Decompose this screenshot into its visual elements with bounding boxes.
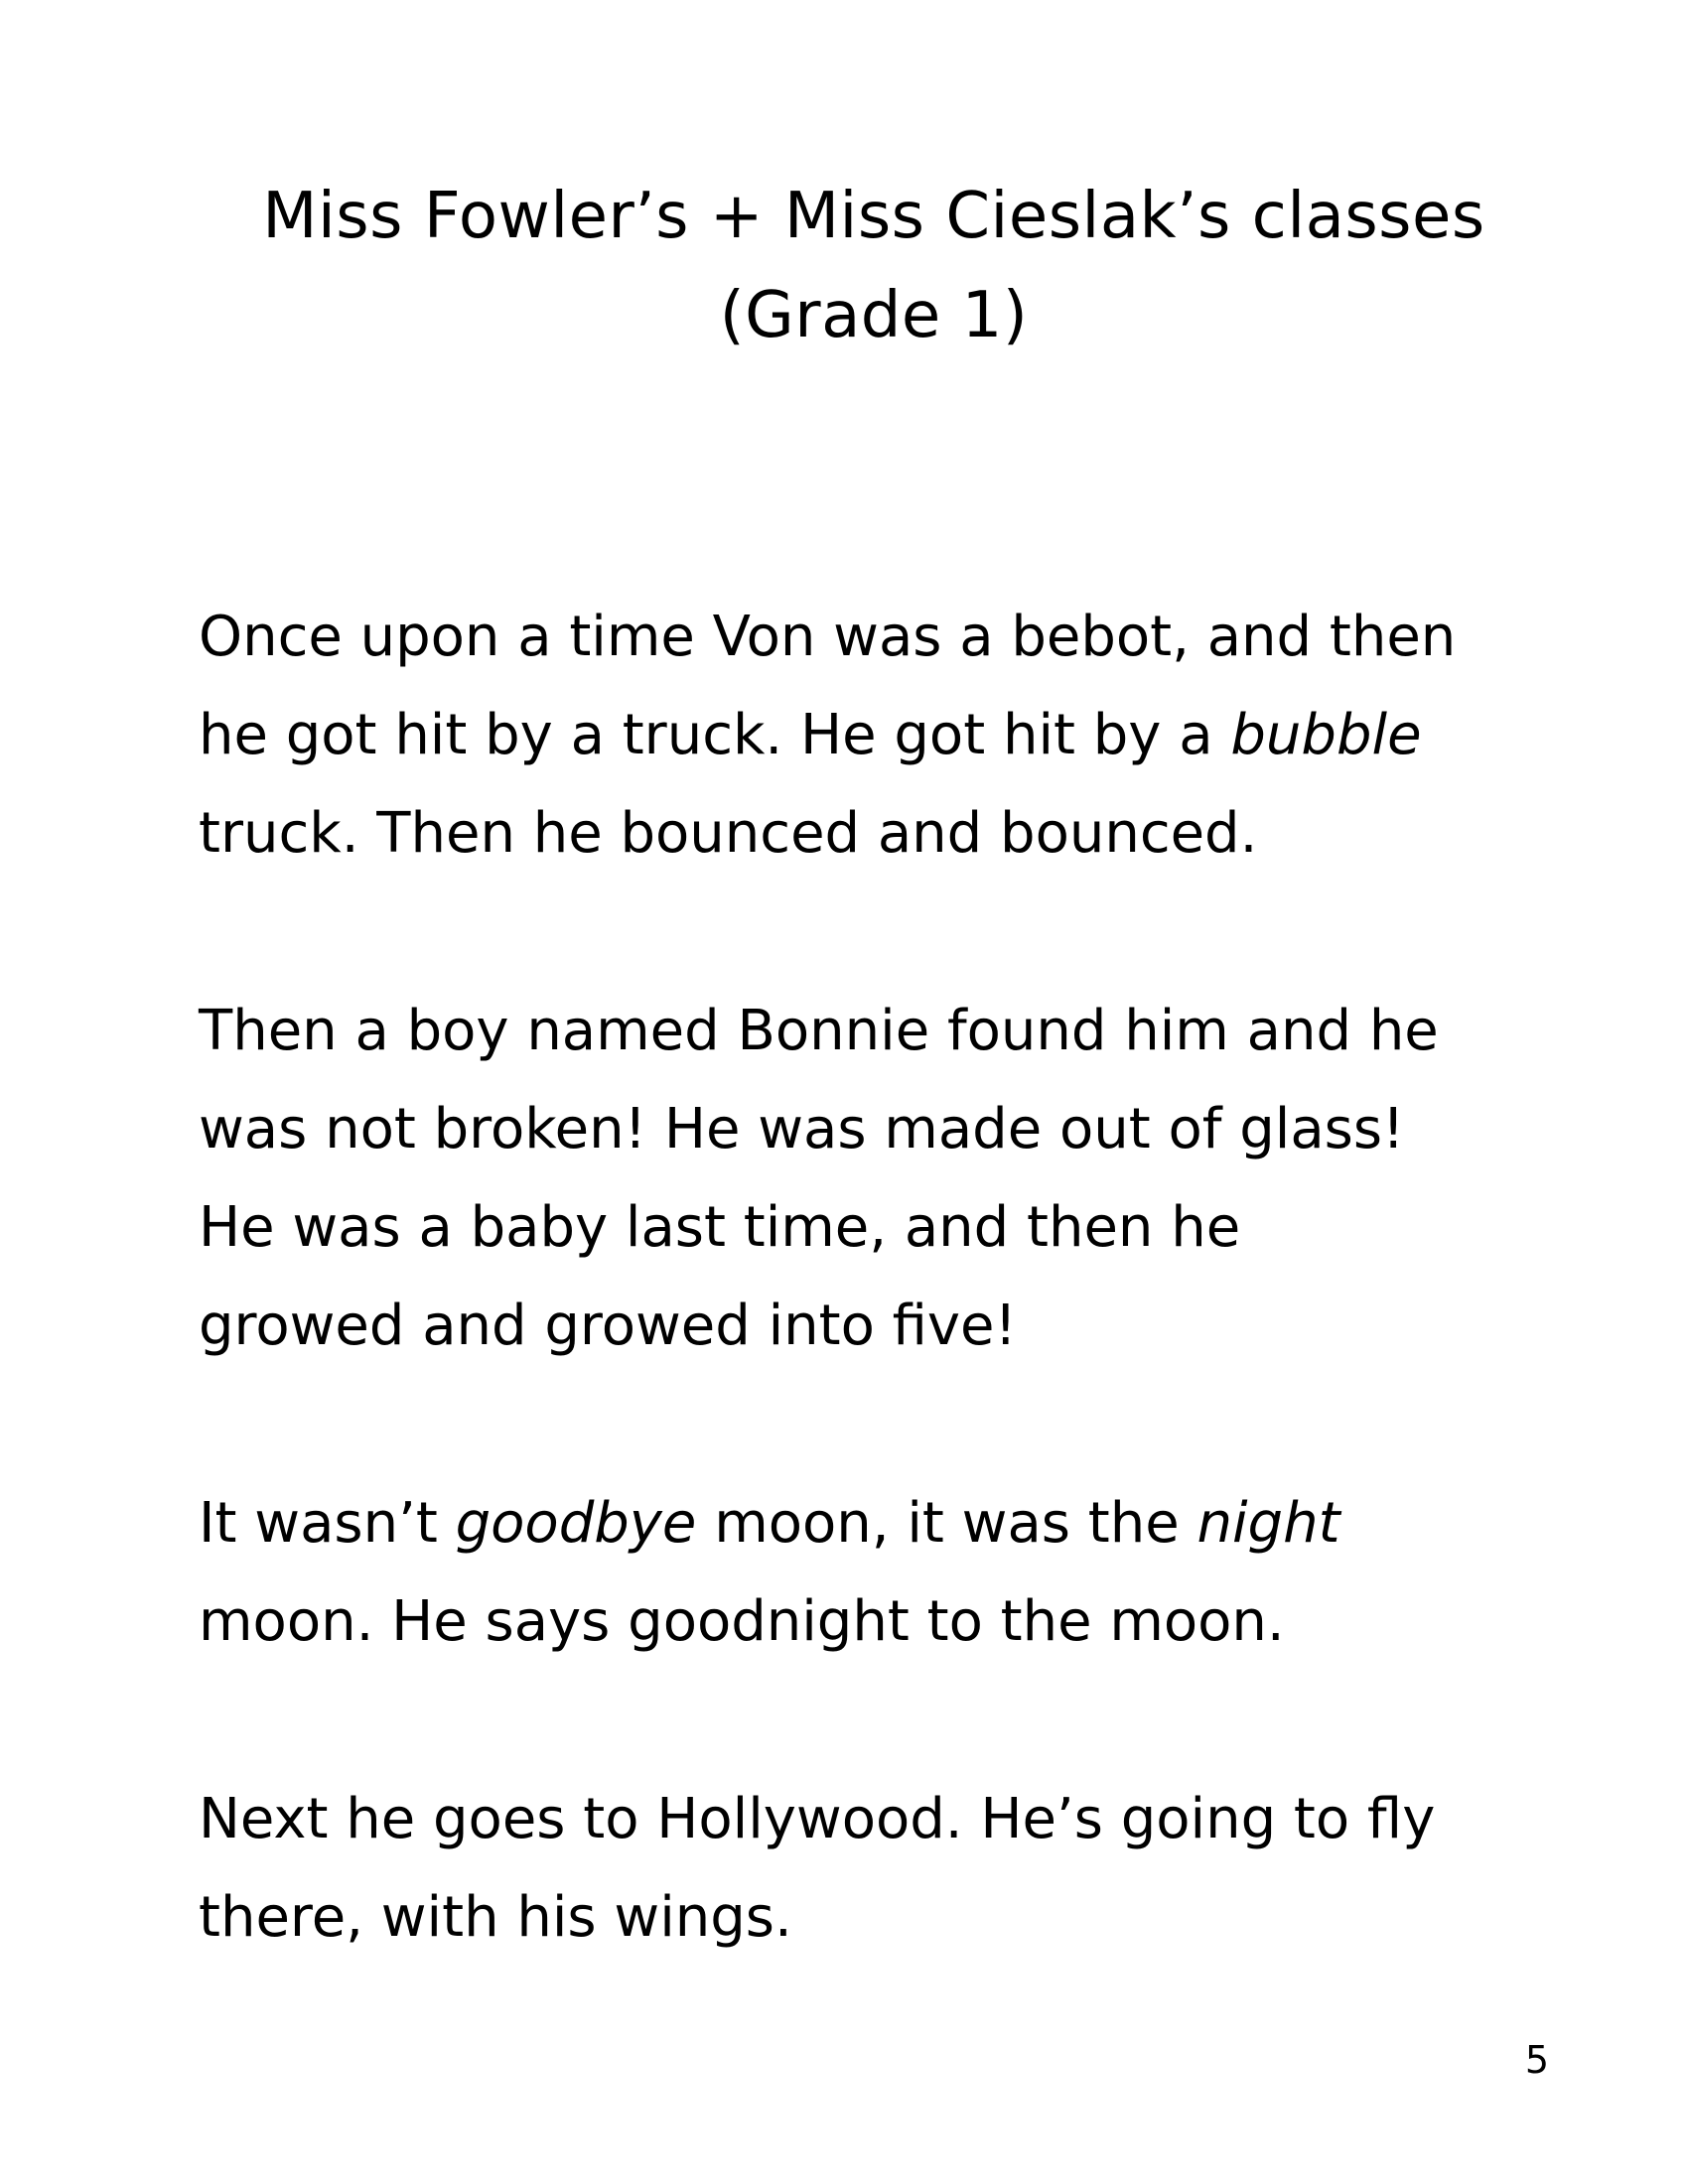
story-body <box>199 588 1609 2066</box>
text-line <box>199 982 1609 1080</box>
text-line <box>199 1474 1609 1572</box>
story-paragraph <box>199 982 1609 1375</box>
text-line <box>199 1770 1609 1868</box>
italic-text-run: night <box>1196 1491 1340 1556</box>
text-run: Once upon a time Von was a bebot, and then <box>199 605 1457 669</box>
text-run: moon. He says goodnight to the moon. <box>199 1589 1285 1654</box>
text-line <box>199 1080 1609 1178</box>
text-run: growed and growed into five! <box>199 1294 1017 1358</box>
text-run: moon, it was the <box>696 1491 1197 1556</box>
page-number: 5 <box>1524 2038 1549 2082</box>
text-run: Next he goes to Hollywood. He’s going to fly <box>199 1787 1436 1851</box>
italic-text-run: goodbye <box>455 1491 697 1556</box>
text-run: he got hit by a truck. He got hit by a <box>199 703 1231 767</box>
italic-text-run: bubble <box>1230 703 1422 767</box>
text-line <box>199 1277 1609 1375</box>
text-line <box>199 1178 1609 1277</box>
story-paragraph <box>199 588 1609 883</box>
text-run: It wasn’t <box>199 1491 456 1556</box>
page-title <box>199 167 1549 365</box>
title-line: (Grade 1) <box>719 279 1029 352</box>
story-paragraph <box>199 1474 1609 1671</box>
text-run: there, with his wings. <box>199 1885 792 1950</box>
text-line <box>199 588 1609 686</box>
text-run: Then a boy named Bonnie found him and he <box>199 999 1439 1063</box>
title-line: Miss Fowler’s + Miss Cieslak’s classes <box>262 180 1485 253</box>
text-line <box>199 1868 1609 1967</box>
text-run: truck. Then he bounced and bounced. <box>199 801 1258 866</box>
text-line <box>199 784 1609 883</box>
text-line <box>199 1572 1609 1671</box>
story-paragraph <box>199 1770 1609 1967</box>
text-run: was not broken! He was made out of glass! <box>199 1097 1405 1161</box>
text-run: He was a baby last time, and then he <box>199 1195 1241 1260</box>
text-line <box>199 686 1609 784</box>
